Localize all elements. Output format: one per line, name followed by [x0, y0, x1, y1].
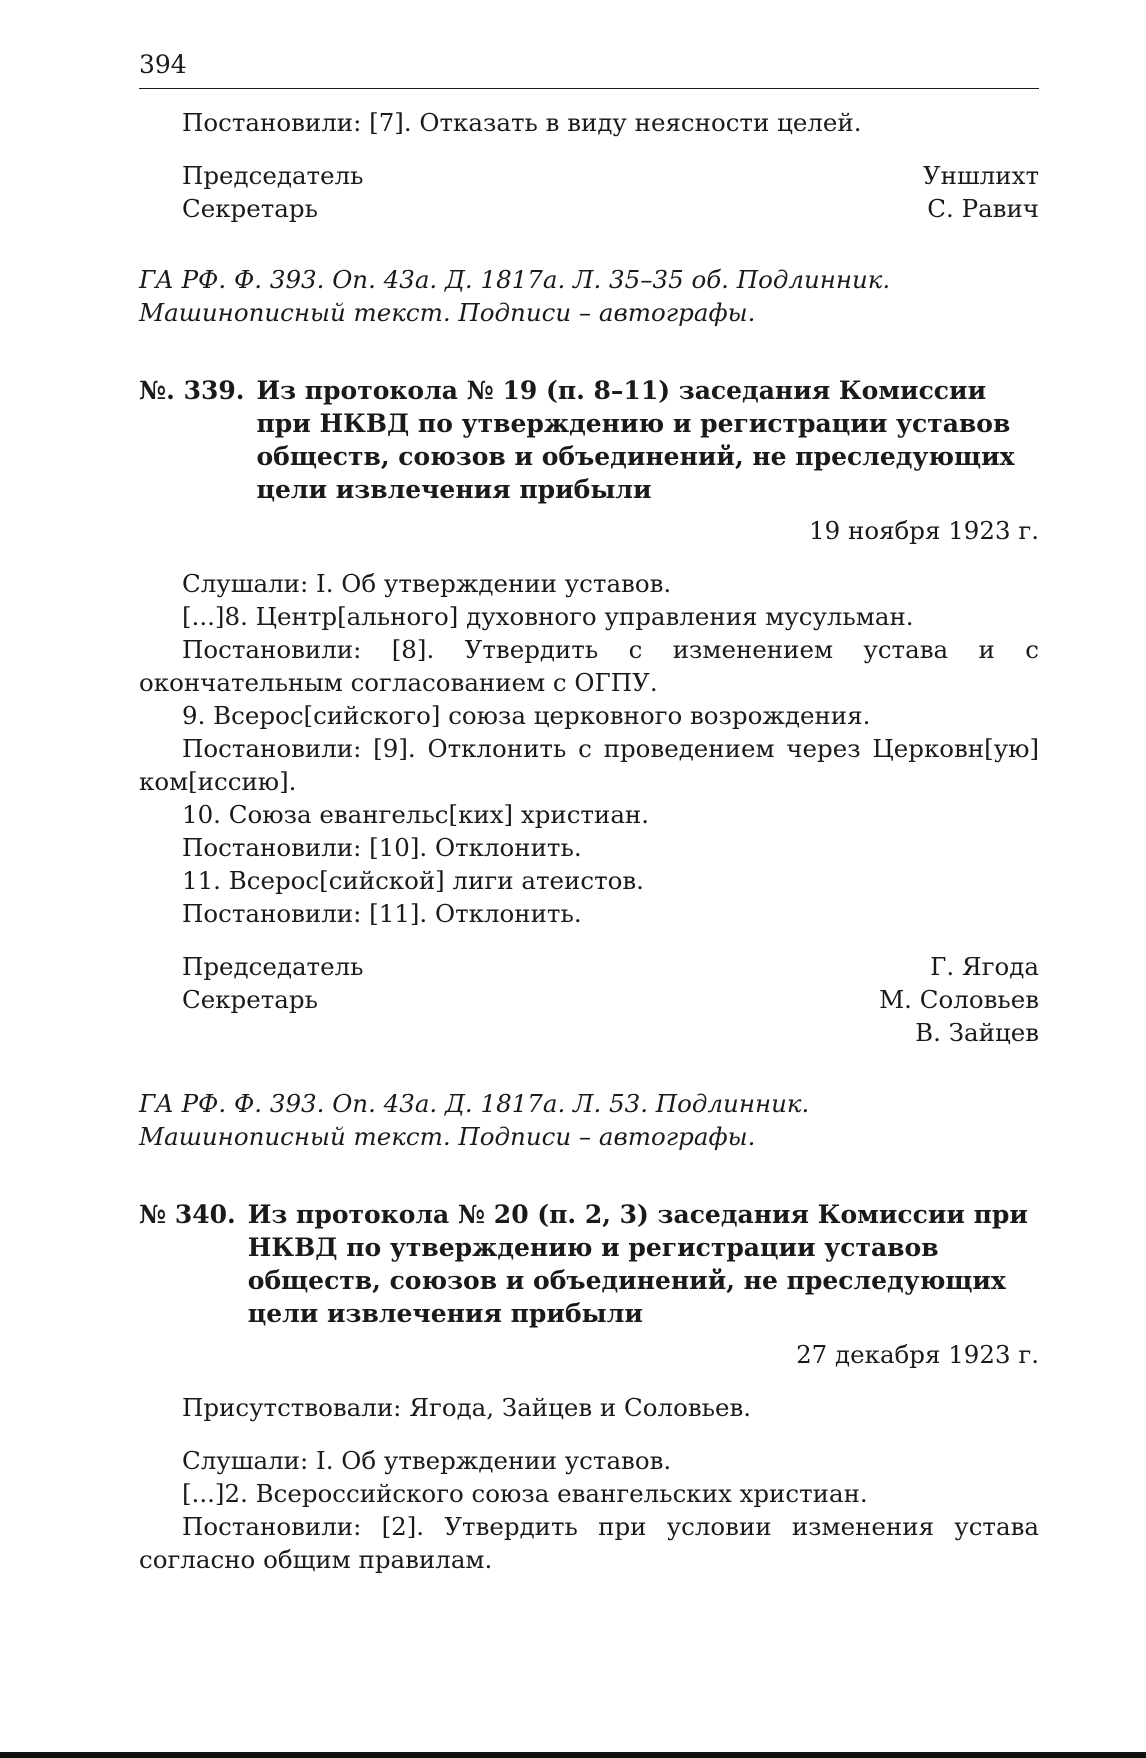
- document-339-heading: [139, 374, 1039, 506]
- signature-roles: [182, 159, 364, 225]
- document-340-heading: [139, 1198, 1039, 1330]
- minutes-line: [...]2. Всероссийского союза евангельских христиан.: [182, 1479, 868, 1508]
- archive-source-1-note: Машинописный текст. Подписи – автографы.: [139, 298, 756, 327]
- minutes-line: [...]8. Центр[ального] духовного управления мусульман.: [182, 602, 914, 631]
- document-title: Из протокола № 19 (п. 8–11) заседания Комиссии при НКВД по утверждению и регистрации уставов обществ, союзов и объединений, не преследующих цели извлечения прибыли: [256, 376, 1015, 504]
- minutes-line: Слушали: I. Об утверждении уставов.: [182, 1446, 672, 1475]
- scan-bottom-edge: [0, 1752, 1146, 1758]
- signature-names: [879, 950, 1039, 1049]
- document-number: №. 339.: [139, 376, 245, 405]
- minutes-line: 11. Всерос[сийской] лиги атеистов.: [182, 866, 644, 895]
- archive-source-2: ГА РФ. Ф. 393. Оп. 43а. Д. 1817а. Л. 53. Подлинник.: [139, 1089, 810, 1118]
- role-chairman: Председатель: [182, 952, 364, 981]
- minutes-line: Постановили: [9]. Отклонить с проведением через Церковн[ую] ком[иссию].: [139, 734, 1039, 796]
- signer-name: Г. Ягода: [930, 952, 1039, 981]
- archive-source-1: ГА РФ. Ф. 393. Оп. 43а. Д. 1817а. Л. 35–35 об. Подлинник.: [139, 265, 891, 294]
- minutes-line: Слушали: I. Об утверждении уставов.: [182, 569, 672, 598]
- document-date: 19 ноября 1923 г.: [809, 516, 1039, 545]
- page-number: 394: [139, 50, 187, 79]
- document-number: № 340.: [139, 1200, 236, 1229]
- signature-roles: [182, 950, 364, 1049]
- role-secretary: Секретарь: [182, 985, 318, 1014]
- minutes-line: Постановили: [2]. Утвердить при условии изменения устава согласно общим правилам.: [139, 1512, 1039, 1574]
- signature-block-2: [139, 950, 1039, 1049]
- signer-name: В. Зайцев: [915, 1018, 1039, 1047]
- signature-names: [923, 159, 1039, 225]
- signer-name: С. Равич: [927, 194, 1039, 223]
- signature-block-1: [139, 159, 1039, 225]
- resolution-7: Постановили: [7]. Отказать в виду неясности целей.: [182, 108, 862, 137]
- minutes-line: 10. Союза евангельс[ких] христиан.: [182, 800, 650, 829]
- minutes-line: 9. Всерос[сийского] союза церковного возрождения.: [182, 701, 871, 730]
- role-secretary: Секретарь: [182, 194, 318, 223]
- role-chairman: Председатель: [182, 161, 364, 190]
- minutes-line: Постановили: [8]. Утвердить с изменением устава и с окончательным согласованием с ОГПУ.: [139, 635, 1039, 697]
- document-title: Из протокола № 20 (п. 2, 3) заседания Комиссии при НКВД по утверждению и регистрации уставов обществ, союзов и объединений, не преследующих цели извлечения прибыли: [247, 1200, 1028, 1328]
- header-rule: [139, 88, 1039, 89]
- document-date: 27 декабря 1923 г.: [796, 1340, 1039, 1369]
- signer-name: М. Соловьев: [879, 985, 1039, 1014]
- page-body: [139, 106, 1039, 1576]
- attendance-line: Присутствовали: Ягода, Зайцев и Соловьев.: [182, 1393, 752, 1422]
- minutes-line: Постановили: [10]. Отклонить.: [182, 833, 582, 862]
- archive-source-2-note: Машинописный текст. Подписи – автографы.: [139, 1122, 756, 1151]
- book-page: [139, 0, 1039, 1758]
- signer-name: Уншлихт: [922, 161, 1039, 190]
- minutes-line: Постановили: [11]. Отклонить.: [182, 899, 582, 928]
